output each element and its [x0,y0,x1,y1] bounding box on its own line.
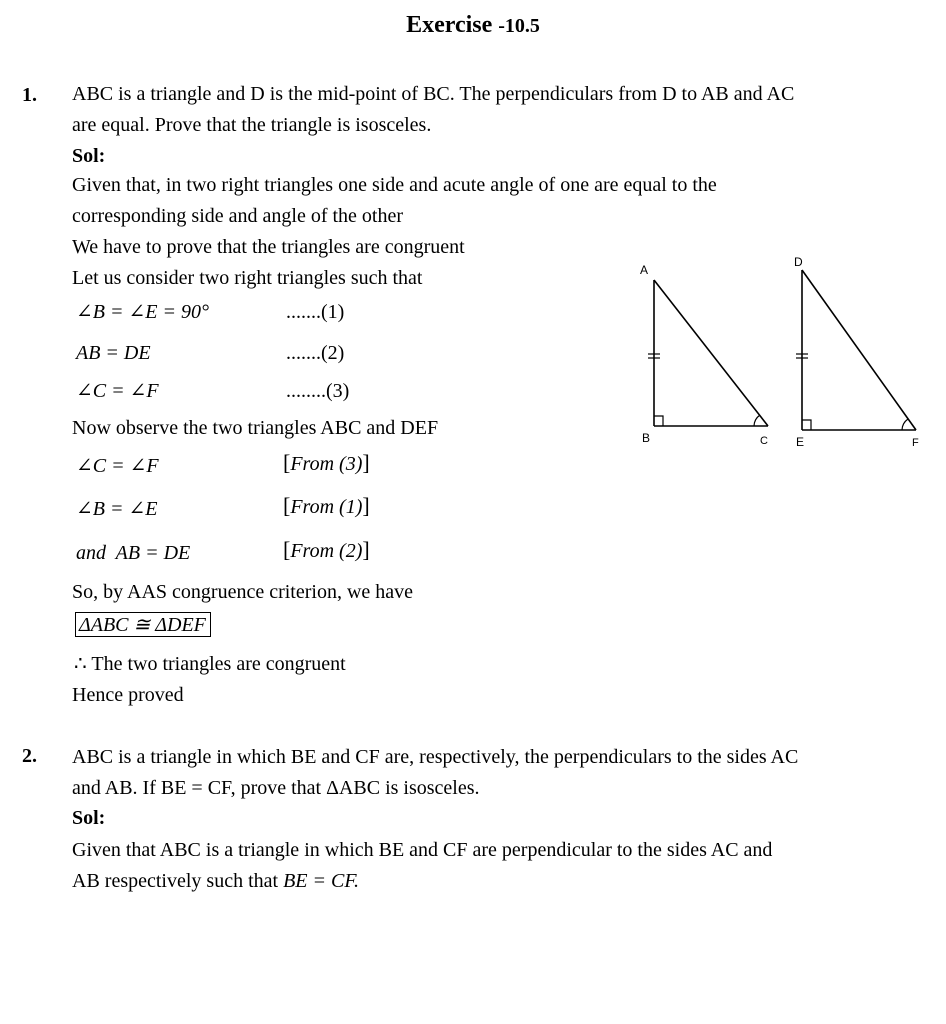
q1-eq2: AB = DE [76,342,151,364]
q1-eq3: ∠C = ∠F [76,380,159,402]
q1-hence-line: Hence proved [72,684,184,706]
q1-therefore-line: ∴ The two triangles are congruent [74,653,346,675]
q1-step1-from: From (3) [290,453,363,475]
q1-eq3-ref: ........(3) [286,380,350,402]
triangles-figure [630,250,930,460]
q2-given-line2-text: AB respectively such that [72,870,279,892]
q1-step3 [76,541,190,565]
q1-step3-reason: [From (2)] [283,537,370,562]
triangle-def [796,270,916,430]
q1-step1-reason: [From (3)] [283,450,370,475]
q2-statement-line2: and AB. If BE = CF, prove that ΔABC is isosceles. [72,777,480,799]
q1-step2-from: From (1) [290,496,363,518]
q1-step3-lhs: AB = DE [115,542,191,564]
q1-observe-line: Now observe the two triangles ABC and DEF [72,417,439,439]
q1-given-line2: corresponding side and angle of the other [72,205,404,227]
vertex-e-label: E [796,435,805,449]
vertex-a-label: A [640,263,649,277]
q2-given-line2-math: BE = CF. [283,870,359,892]
q1-number: 1. [22,84,37,106]
q1-aas-line: So, by AAS congruence criterion, we have [72,581,414,603]
q1-boxed-result [75,613,211,637]
vertex-b-label: B [642,431,651,445]
q2-sol-label: Sol: [72,807,106,829]
q1-step1: ∠C = ∠F [76,455,159,477]
q1-prove-line: We have to prove that the triangles are congruent [72,236,465,258]
q1-eq2-ref: .......(2) [286,342,345,364]
q2-given-line1: Given that ABC is a triangle in which BE and CF are perpendicular to the sides AC and [72,839,773,861]
q1-statement-line1: ABC is a triangle and D is the mid-point of BC. The perpendiculars from D to AB and AC [72,83,795,105]
vertex-f-label: F [912,437,919,449]
q1-statement-line2: are equal. Prove that the triangle is isosceles. [72,114,432,136]
q2-statement-line1: ABC is a triangle in which BE and CF are, respectively, the perpendiculars to the sides AC [72,746,799,768]
q1-step3-from: From (2) [290,540,363,562]
q2-number: 2. [22,745,37,767]
q1-given-line1: Given that, in two right triangles one side and acute angle of one are equal to the [72,174,717,196]
page-title [0,12,946,39]
vertex-d-label: D [794,255,803,269]
title-number: -10.5 [498,15,540,37]
q1-step2-reason: [From (1)] [283,493,370,518]
q1-boxed-result-text: ΔABC ≅ ΔDEF [75,612,211,637]
q1-step3-and: and [76,542,106,564]
vertex-c-label: C [760,435,768,447]
q2-given-line2 [72,869,359,893]
q1-sol-label: Sol: [72,145,106,167]
title-main: Exercise [406,12,493,38]
q1-eq1: ∠B = ∠E = 90° [76,301,209,323]
triangle-abc [648,280,768,426]
q1-step2: ∠B = ∠E [76,498,158,520]
q1-eq1-ref: .......(1) [286,301,345,323]
q1-consider-line: Let us consider two right triangles such that [72,267,423,289]
